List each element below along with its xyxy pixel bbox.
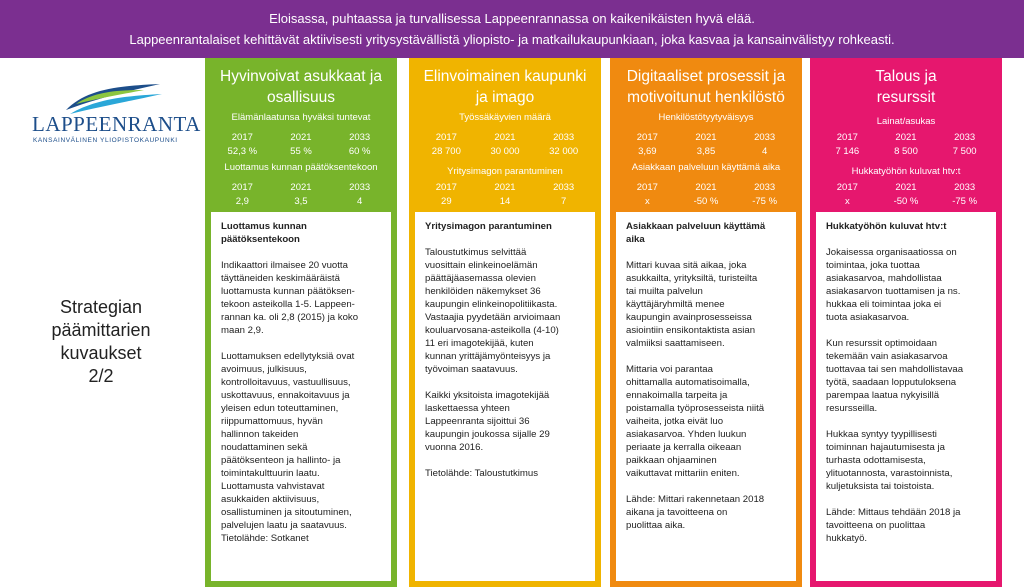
text-line: vuonna 2016. — [425, 442, 484, 453]
text-line: maan 2,9. — [221, 325, 264, 336]
text-line: hukkatyö. — [826, 533, 868, 544]
text-line: hallinnon takeiden — [221, 429, 299, 440]
value: 7 500 — [952, 146, 977, 157]
value: 60 % — [348, 146, 371, 157]
text-line: Lähde: Mittaus tehdään 2018 ja — [826, 507, 961, 518]
text-line: täyttäneiden keskimääräistä — [221, 273, 340, 284]
text-line: ylituotannosta, varastoinnista, — [826, 468, 953, 479]
text-line: laskettaessa yhteen — [425, 403, 510, 414]
text-line: toiminnan hajautumisesta ja — [826, 442, 945, 453]
value: -75 % — [952, 196, 978, 207]
description-title-line: Hukkatyöhön kuluvat htv:t — [826, 221, 947, 232]
year: 2017 — [435, 132, 457, 143]
text-line: Indikaattori ilmaisee 20 vuotta — [221, 260, 348, 271]
text-line: kaupungin joukossa sijalle 29 — [425, 429, 550, 440]
year: 2021 — [895, 182, 917, 193]
text-line: Tietolähde: Sotkanet — [221, 533, 309, 544]
column-header — [810, 58, 1002, 212]
text-line: työtä, saadaan lopputuloksena — [826, 377, 957, 388]
text-line: toimintaa, joka tuottaa — [826, 260, 920, 271]
year: 2017 — [231, 132, 253, 143]
value: -50 % — [693, 196, 719, 207]
description-title — [425, 220, 585, 233]
value: 8 500 — [894, 146, 918, 157]
text-line: Vastaajia pyydetään arvioimaan — [425, 312, 561, 323]
text-line: valmiiksi saattamiseen. — [626, 338, 725, 349]
text-line: osallistuminen ja sitoutuminen, — [221, 507, 352, 518]
metric-years — [818, 132, 994, 143]
text-line: asukkaiden aktiivisuus, — [221, 494, 320, 505]
metric-values — [417, 196, 593, 207]
text-line: asiakasarvon tuottamisen ja ns. — [826, 286, 961, 297]
text-line: ennakoimalla tarpeita ja — [626, 390, 728, 401]
metric-years — [618, 132, 794, 143]
column-border — [205, 581, 397, 587]
text-line: 11 eri imagotekijää, kuten — [425, 338, 534, 349]
description-source — [626, 493, 786, 532]
text-line: Lappeenranta sijoittui 36 — [425, 416, 530, 427]
text-line: periaate ja kerralla oikeaan — [626, 442, 742, 453]
year: 2033 — [754, 132, 776, 143]
metric-label: Työssäkäyvien määrä — [459, 112, 551, 123]
column-title — [610, 66, 802, 108]
year: 2021 — [895, 132, 917, 143]
column-finance — [810, 58, 1002, 587]
year: 2033 — [754, 182, 776, 193]
text-line: aikana ja tavoitteena on — [626, 507, 728, 518]
metric-years — [417, 182, 593, 193]
column-digital — [610, 58, 802, 587]
year: 2021 — [695, 132, 717, 143]
text-line: käyttäjäryhmiltä menee — [626, 299, 725, 310]
metric-label: Hukkatyöhön kuluvat htv:t — [851, 166, 961, 177]
text-line: yleisen edun toteuttaminen, — [221, 403, 339, 414]
metric-years — [417, 132, 593, 143]
column-header — [610, 58, 802, 212]
year: 2021 — [290, 132, 312, 143]
column-border — [595, 212, 601, 581]
column-title-line-2: motivoitunut henkilöstö — [627, 89, 785, 106]
metric-years — [213, 182, 389, 193]
year: 2033 — [349, 182, 371, 193]
metric-values — [818, 196, 994, 207]
text-line: työvoiman saatavuus. — [425, 364, 518, 375]
text-line: Kaikki yksitoista imagotekijää — [425, 390, 550, 401]
text-line: turhasta odottamisesta, — [826, 455, 926, 466]
side-title-line-1: Strategian — [59, 297, 143, 317]
vision-line-2: Lappeenrantalaiset kehittävät aktiivisesti yritysystävällistä yliopisto- ja matkailukaupunkiaan, joka kasvaa ja kansainvälistyy rohkeasti. — [129, 31, 895, 47]
text-line: vuosittain elinkeinoelämän — [425, 260, 538, 271]
metric-years — [818, 182, 994, 193]
description-paragraph — [221, 350, 381, 545]
metric-years — [618, 182, 794, 193]
value: -75 % — [752, 196, 778, 207]
description-title-line: Luottamus kunnan — [221, 221, 307, 232]
metric-label: Henkilöstötyytyväisyys — [658, 112, 754, 123]
description-box — [415, 212, 595, 581]
text-line: asiointiin ensikontaktista asian — [626, 325, 756, 336]
column-title-line-1: Talous ja — [875, 68, 937, 85]
text-line: poistamalla työprosesseista niitä — [626, 403, 765, 414]
year: 2021 — [494, 182, 516, 193]
value: 4 — [761, 146, 768, 157]
metric-label: Lainat/asukas — [876, 116, 936, 127]
text-line: asiakasarvoa. Yhden luukun — [626, 429, 747, 440]
description-title — [626, 220, 786, 246]
text-line: asukkailta, yrityksiltä, turisteilta — [626, 273, 758, 284]
value: 30 000 — [490, 146, 520, 157]
text-line: Kun resurssit optimoidaan — [826, 338, 937, 349]
description-paragraph — [626, 259, 786, 350]
value: 55 % — [290, 146, 312, 157]
description-paragraph — [826, 428, 986, 493]
text-line: kontrolloitavuus, vastuullisuus, — [221, 377, 351, 388]
description-title-line: aika — [626, 234, 645, 245]
value: x — [644, 196, 650, 207]
column-title — [409, 66, 601, 108]
text-line: rannan ka. oli 2,8 (2015) ja koko — [221, 312, 359, 323]
value: 29 — [441, 196, 452, 207]
text-line: Mittari kuvaa sitä aikaa, joka — [626, 260, 747, 271]
text-line: tuottavaa tai sen mahdollistavaa — [826, 364, 964, 375]
column-border — [391, 212, 397, 581]
text-line: asiakasarvoa, mahdollistaa — [826, 273, 942, 284]
metric-values — [417, 146, 593, 157]
text-line: Luottamusta vahvistavat — [221, 481, 325, 492]
description-box — [616, 212, 796, 581]
text-line: palvelujen laatu ja saatavuus. — [221, 520, 347, 531]
text-line: Jokaisessa organisaatiossa on — [826, 247, 957, 258]
metric-values — [618, 196, 794, 207]
text-line: kaupungin elinkeinopolitiikasta. — [425, 299, 558, 310]
value: 32 000 — [549, 146, 579, 157]
text-line: kunnan yrittäjämyönteisyys ja — [425, 351, 551, 362]
value: x — [844, 196, 850, 207]
text-line: Luottamuksen edellytyksiä ovat — [221, 351, 355, 362]
year: 2033 — [954, 182, 976, 193]
text-line: päättäjäasemassa olevien — [425, 273, 536, 284]
logo-subtitle: KANSAINVÄLINEN YLIOPISTOKAUPUNKI — [33, 137, 178, 144]
year: 2017 — [231, 182, 253, 193]
value: 2,9 — [235, 196, 249, 207]
year: 2017 — [836, 182, 858, 193]
lappeenranta-logo — [24, 82, 201, 148]
column-title-line-1: Elinvoimainen kaupunki — [423, 68, 587, 85]
vision-line-1: Eloisassa, puhtaassa ja turvallisessa Lappeenrannassa on kaikenikäisten hyvä elää. — [269, 10, 755, 26]
text-line: Tietolähde: Taloustutkimus — [425, 468, 539, 479]
year: 2021 — [290, 182, 312, 193]
description-box — [211, 212, 391, 581]
column-title-line-2: ja imago — [475, 89, 535, 106]
text-line: päätöksenteon ja hallinto- ja — [221, 455, 341, 466]
text-line: paikkaan ohjaaminen — [626, 455, 717, 466]
column-title — [205, 66, 397, 108]
description-paragraph — [221, 259, 381, 337]
text-line: tavoitteena on puolittaa — [826, 520, 926, 531]
text-line: uskottavuus, ennakoitavuus ja — [221, 390, 350, 401]
column-border — [796, 212, 802, 581]
text-line: puolittaa aika. — [626, 520, 686, 531]
text-line: kaupungin avainprosesseissa — [626, 312, 752, 323]
description-title-line: Yritysimagon parantuminen — [425, 221, 552, 232]
side-title-line-4: 2/2 — [88, 366, 114, 386]
text-line: tekemään vain asiakasarvoa — [826, 351, 948, 362]
text-line: henkilöiden näkemykset 36 — [425, 286, 541, 297]
text-line: resursseilla. — [826, 403, 878, 414]
value: 3,69 — [638, 146, 657, 157]
side-title-line-3: kuvaukset — [60, 343, 142, 363]
year: 2033 — [553, 182, 575, 193]
text-line: Taloustutkimus selvittää — [425, 247, 527, 258]
column-header — [205, 58, 397, 212]
year: 2017 — [636, 132, 658, 143]
text-line: toimintakulttuurin laatu. — [221, 468, 320, 479]
text-line: vaikuttavat mittariin eniten. — [626, 468, 740, 479]
column-title-line-1: Digitaaliset prosessit ja — [626, 68, 786, 85]
text-line: Mittaria voi parantaa — [626, 364, 713, 375]
text-line: Lähde: Mittari rakennetaan 2018 — [626, 494, 765, 505]
year: 2033 — [954, 132, 976, 143]
logo-title: LAPPEENRANTA — [32, 112, 201, 136]
column-title-line-2: resurssit — [876, 89, 936, 106]
text-line: ohittamalla automatisoimalla, — [626, 377, 750, 388]
value: 3,85 — [696, 146, 716, 157]
side-title — [30, 296, 172, 388]
description-title — [826, 220, 986, 233]
year: 2017 — [435, 182, 457, 193]
column-border — [610, 581, 802, 587]
description-paragraph — [826, 337, 986, 415]
text-line: avoimuus, julkisuus, — [221, 364, 307, 375]
text-line: kuljetuksista tai toistoista. — [826, 481, 935, 492]
description-source — [826, 506, 986, 545]
description-source — [425, 467, 585, 480]
text-line: tuota asiakasarvoa. — [826, 312, 910, 323]
value: 52,3 % — [227, 146, 258, 157]
metric-label: Elämänlaatunsa hyväksi tuntevat — [231, 112, 371, 123]
description-box — [816, 212, 996, 581]
metric-values — [818, 146, 994, 157]
column-title — [810, 66, 1002, 108]
value: 7 — [560, 196, 567, 207]
metric-values — [213, 196, 389, 207]
metric-label: Asiakkaan palveluun käyttämä aika — [631, 162, 781, 173]
description-title — [221, 220, 381, 246]
text-line: tai muilta palvelun — [626, 286, 703, 297]
year: 2021 — [695, 182, 717, 193]
column-border — [996, 212, 1002, 581]
value: 14 — [499, 196, 511, 207]
metric-label: Yritysimagon parantuminen — [447, 166, 563, 177]
text-line: kouluarvosana-asteikolla (4-10) — [425, 325, 559, 336]
metric-values — [213, 146, 389, 157]
description-paragraph — [626, 363, 786, 480]
wave-logo-icon — [64, 82, 164, 116]
year: 2033 — [349, 132, 371, 143]
column-wellbeing — [205, 58, 397, 587]
value: 4 — [356, 196, 363, 207]
value: 3,5 — [294, 196, 308, 207]
year: 2033 — [553, 132, 575, 143]
text-line: parempaa laatua nykyisillä — [826, 390, 940, 401]
value: -50 % — [893, 196, 919, 207]
text-line: riippumattomuus, hyvän — [221, 416, 323, 427]
column-border — [810, 581, 1002, 587]
text-line: luottamusta kunnan päätöksen- — [221, 286, 355, 297]
description-title-line: päätöksentekoon — [221, 234, 300, 245]
metric-values — [618, 146, 794, 157]
text-line: noudattaminen sekä — [221, 442, 308, 453]
column-title-line-2: osallisuus — [266, 89, 336, 106]
side-title-line-2: päämittarien — [51, 320, 151, 340]
column-header — [409, 58, 601, 212]
description-paragraph — [425, 389, 585, 454]
year: 2017 — [636, 182, 658, 193]
description-paragraph — [425, 246, 585, 376]
metric-label: Luottamus kunnan päätöksentekoon — [224, 162, 378, 173]
vision-banner — [0, 0, 1024, 58]
year: 2017 — [836, 132, 858, 143]
column-border — [409, 581, 601, 587]
description-title-line: Asiakkaan palveluun käyttämä — [626, 221, 766, 232]
metric-years — [213, 132, 389, 143]
value: 28 700 — [431, 146, 461, 157]
column-title-line-1: Hyvinvoivat asukkaat ja — [220, 68, 382, 85]
text-line: vaiheita, jotka eivät luo — [626, 416, 724, 427]
text-line: hukkaa eli toimintaa joka ei — [826, 299, 942, 310]
text-line: Hukkaa syntyy tyypillisesti — [826, 429, 937, 440]
value: 7 146 — [835, 146, 860, 157]
year: 2021 — [494, 132, 516, 143]
column-vitality — [409, 58, 601, 587]
description-paragraph — [826, 246, 986, 324]
text-line: tekoon asteikolla 1-5. Lappeen- — [221, 299, 355, 310]
